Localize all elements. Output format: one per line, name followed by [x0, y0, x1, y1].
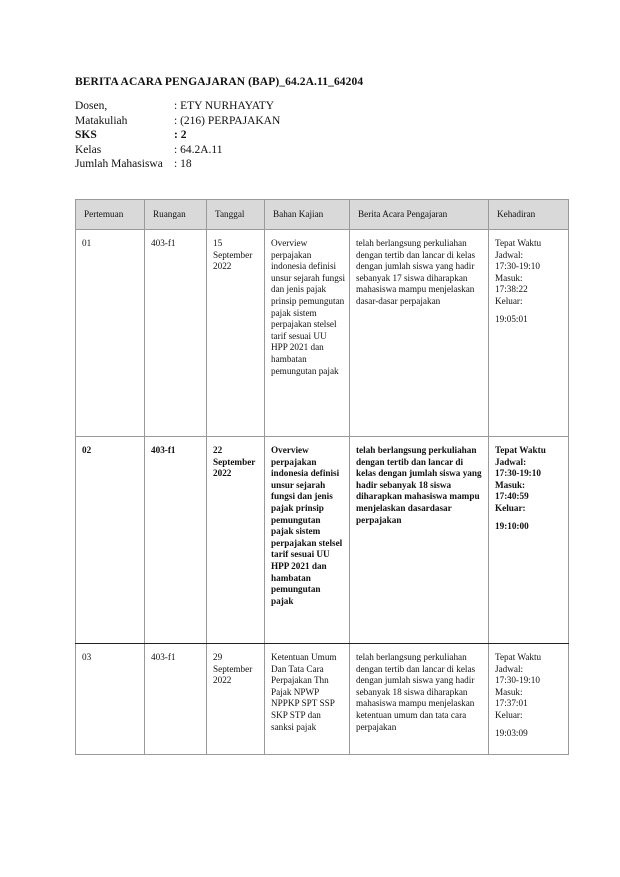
kehadiran-jadwal-label: Jadwal:	[495, 249, 524, 260]
meta-value: : 18	[174, 158, 192, 171]
meta-value: : 64.2A.11	[174, 143, 223, 156]
cell-kehadiran	[489, 437, 569, 644]
meta-value: : 2	[174, 129, 187, 142]
meta-row-dosen	[75, 99, 280, 114]
bap-table	[75, 199, 569, 755]
kehadiran-keluar: 19:03:09	[495, 727, 528, 738]
kehadiran-jadwal: 17:30-19:10	[495, 468, 541, 479]
table-row	[76, 644, 569, 755]
kehadiran-jadwal-label: Jadwal:	[495, 663, 524, 674]
cell-pertemuan: 02	[76, 437, 145, 644]
meta-row-sks	[75, 128, 280, 143]
kehadiran-masuk-label: Masuk:	[495, 686, 523, 697]
kehadiran-masuk-label: Masuk:	[495, 272, 523, 283]
meta-row-jumlah-mahasiswa	[75, 157, 280, 172]
table-row	[76, 230, 569, 437]
kehadiran-jadwal-label: Jadwal:	[495, 456, 527, 467]
kehadiran-keluar: 19:10:00	[495, 520, 529, 531]
cell-ruangan: 403-f1	[145, 437, 207, 644]
kehadiran-masuk: 17:40:59	[495, 491, 529, 502]
meta-label: SKS	[75, 129, 97, 142]
cell-berita-acara: telah berlangsung perkuliahan dengan tertib dan lancar di kelas dengan jumlah siswa yang hadir sebanyak 18 siswa diharapkan mahasiswa mampu menjelaskan dasardasar perpajakan	[350, 437, 489, 644]
cell-ruangan: 403-f1	[145, 644, 207, 755]
document-title: BERITA ACARA PENGAJARAN (BAP)_64.2A.11_64204	[75, 76, 364, 88]
header-pertemuan: Pertemuan	[76, 200, 145, 230]
cell-tanggal: 15 September 2022	[207, 230, 265, 437]
kehadiran-jadwal: 17:30-19:10	[495, 261, 540, 272]
meta-row-kelas	[75, 143, 280, 158]
meta-label: Matakuliah	[75, 114, 128, 127]
header-tanggal: Tanggal	[207, 200, 265, 230]
meta-value: : ETY NURHAYATY	[174, 100, 275, 112]
header-ruangan: Ruangan	[145, 200, 207, 230]
header-bahan-kajian: Bahan Kajian	[265, 200, 350, 230]
cell-berita-acara: telah berlangsung perkuliahan dengan tertib dan lancar di kelas dengan jumlah siswa yang hadir sebanyak 18 siswa diharapkan mahasiswa mampu menjelaskan ketentuan umum dan tata cara perpajakan	[350, 644, 489, 755]
cell-tanggal: 22 September 2022	[207, 437, 265, 644]
kehadiran-keluar-label: Keluar:	[495, 709, 523, 720]
kehadiran-keluar-label: Keluar:	[495, 502, 526, 513]
cell-bahan-kajian: Ketentuan Umum Dan Tata Cara Perpajakan Thn Pajak NPWP NPPKP SPT SSP SKP STP dan sanksi pajak	[265, 644, 350, 755]
meta-row-matakuliah	[75, 114, 280, 129]
table-row	[76, 437, 569, 644]
cell-berita-acara: telah berlangsung perkuliahan dengan tertib dan lancar di kelas dengan jumlah siswa yang hadir sebanyak 17 siswa diharapkan mahasiswa mampu menjelaskan dasar-dasar perpajakan	[350, 230, 489, 437]
kehadiran-keluar-label: Keluar:	[495, 295, 523, 306]
document-meta	[75, 99, 280, 172]
meta-label: Kelas	[75, 143, 102, 156]
cell-kehadiran	[489, 644, 569, 755]
kehadiran-jadwal: 17:30-19:10	[495, 675, 540, 686]
kehadiran-status: Tepat Waktu	[495, 238, 542, 248]
kehadiran-keluar: 19:05:01	[495, 313, 528, 324]
cell-ruangan: 403-f1	[145, 230, 207, 437]
table-header-row	[76, 200, 569, 230]
cell-pertemuan: 01	[76, 230, 145, 437]
kehadiran-masuk: 17:37:01	[495, 698, 528, 709]
header-berita-acara: Berita Acara Pengajaran	[350, 200, 489, 230]
meta-value: : (216) PERPAJAKAN	[174, 114, 281, 127]
kehadiran-status: Tepat Waktu	[495, 445, 546, 455]
kehadiran-masuk: 17:38:22	[495, 284, 528, 295]
cell-bahan-kajian: Overview perpajakan indonesia definisi unsur sejarah fungsi dan jenis pajak prinsip pemungutan pajak sistem perpajakan stelsel tarif sesuai UU HPP 2021 dan hambatan pemungutan pajak	[265, 230, 350, 437]
cell-kehadiran	[489, 230, 569, 437]
meta-label: Dosen,	[75, 100, 108, 112]
kehadiran-masuk-label: Masuk:	[495, 479, 526, 490]
cell-bahan-kajian: Overview perpajakan indonesia definisi unsur sejarah fungsi dan jenis pajak prinsip pemungutan pajak sistem perpajakan stelsel tarif sesuai UU HPP 2021 dan hambatan pemungutan pajak	[265, 437, 350, 644]
cell-tanggal: 29 September 2022	[207, 644, 265, 755]
meta-label: Jumlah Mahasiswa	[75, 158, 163, 171]
kehadiran-status: Tepat Waktu	[495, 652, 542, 662]
header-kehadiran: Kehadiran	[489, 200, 569, 230]
cell-pertemuan: 03	[76, 644, 145, 755]
